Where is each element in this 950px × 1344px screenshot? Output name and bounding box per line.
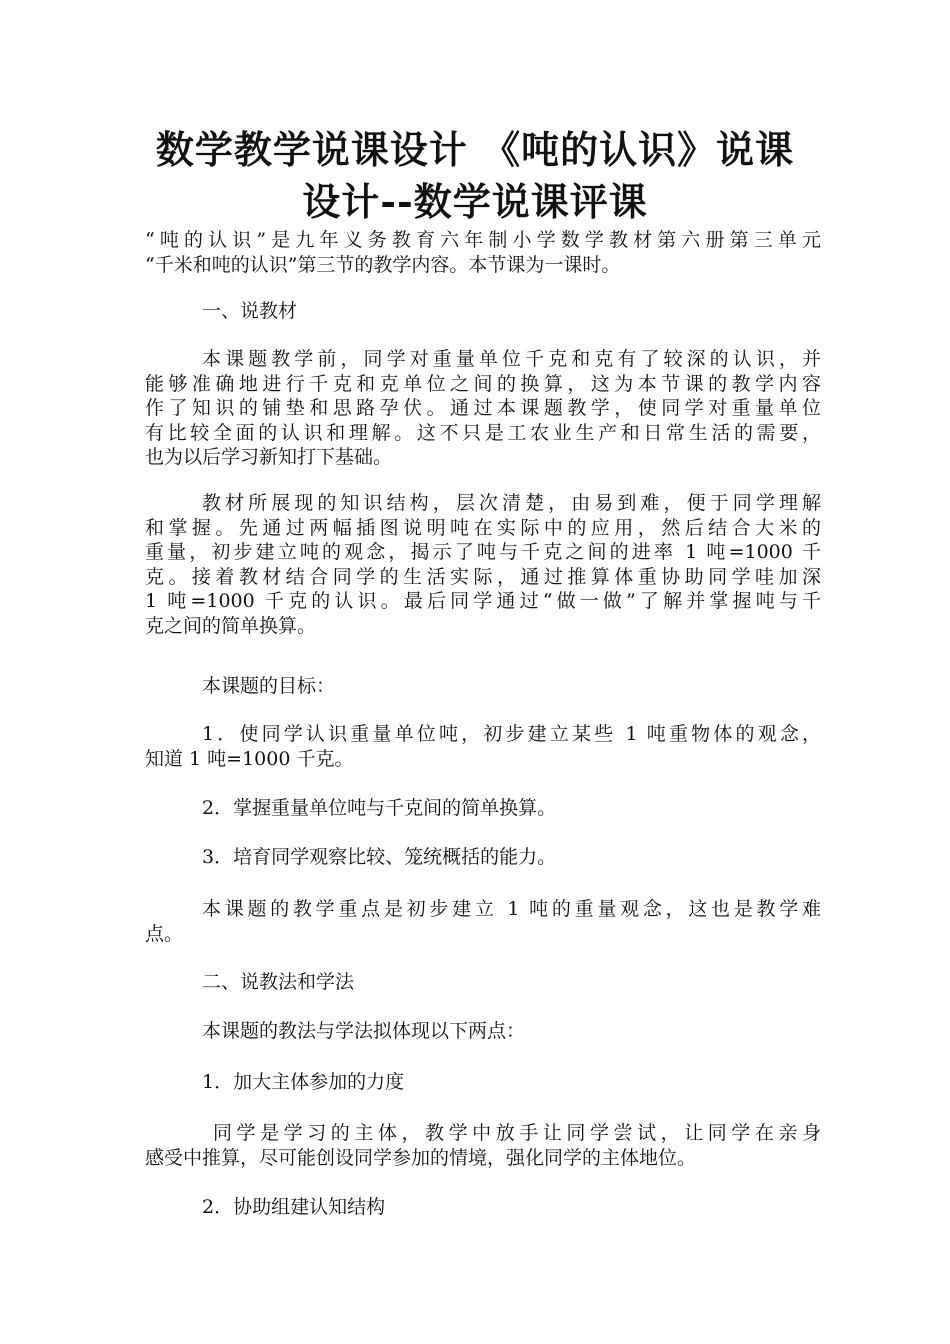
text-line: 和掌握。先通过两幅插图说明吨在实际中的应用，然后结合大米的 xyxy=(145,516,821,539)
title-line-2: 设计--数学说课评课 xyxy=(302,179,648,224)
heading-text: 二、说教法和学法 xyxy=(202,971,355,993)
title-line-1: 数学教学说课设计 《吨的认识》说课 xyxy=(155,127,795,172)
paragraph-6 xyxy=(145,845,821,870)
paragraph-2 xyxy=(145,491,821,638)
text-line: 克。接着教材结合同学的生活实际，通过推算体重协助同学哇加深 xyxy=(145,565,821,588)
paragraph-7 xyxy=(145,897,821,946)
paragraph-9 xyxy=(145,1070,821,1095)
text-line: 1 吨=1000 千克的认识。最后同学通过“做一做”了解并掌握吨与千 xyxy=(145,590,821,612)
text-line: 也为以后学习新知打下基础。 xyxy=(145,446,393,468)
text-line: 教材所展现的知识结构，层次清楚，由易到难，便于同学理解 xyxy=(202,492,821,514)
text-line: 2．掌握重量单位吨与千克间的简单换算。 xyxy=(202,797,557,819)
text-line: 感受中推算，尽可能创设同学参加的情境，强化同学的主体地位。 xyxy=(145,1146,697,1169)
text-line: 克之间的简单换算。 xyxy=(145,614,317,637)
paragraph-1 xyxy=(145,347,821,470)
text-line: 知道 1 吨=1000 千克。 xyxy=(145,747,354,770)
text-line: 本课题的目标： xyxy=(202,675,336,697)
text-line: “千米和吨的认识”第三节的教学内容。本节课为一课时。 xyxy=(145,253,621,276)
text-line: “吨的认识”是九年义务教育六年制小学数学教材第六册第三单元 xyxy=(145,229,821,251)
paragraph-10 xyxy=(145,1121,821,1170)
text-line: 同学是学习的主体，教学中放手让同学尝试，让同学在亲身 xyxy=(213,1122,821,1144)
paragraph-4 xyxy=(145,722,821,771)
text-line: 作了知识的铺垫和思路孕伏。通过本课题教学，使同学对重量单位 xyxy=(145,397,821,419)
paragraph-5 xyxy=(145,796,821,821)
text-line: 点。 xyxy=(145,922,184,945)
paragraph-11 xyxy=(145,1195,821,1220)
paragraph-8 xyxy=(145,1019,821,1044)
text-line: 本课题的教法与学法拟体现以下两点： xyxy=(202,1020,526,1042)
paragraph-3 xyxy=(145,674,821,699)
section-heading-1 xyxy=(145,299,821,324)
heading-text: 一、说教材 xyxy=(202,300,298,322)
text-line: 3．培育同学观察比较、笼统概括的能力。 xyxy=(202,846,557,868)
text-line: 1．加大主体参加的力度 xyxy=(202,1071,405,1093)
text-line: 本课题教学前，同学对重量单位千克和克有了较深的认识，并 xyxy=(202,348,821,370)
intro-paragraph xyxy=(145,228,821,277)
text-line: 重量，初步建立吨的观念，揭示了吨与千克之间的进率 1 吨=1000 千 xyxy=(145,541,821,563)
text-line: 能够准确地进行千克和克单位之间的换算，这为本节课的教学内容 xyxy=(145,372,821,395)
section-heading-2 xyxy=(145,970,821,995)
text-line: 本课题的教学重点是初步建立 1 吨的重量观念，这也是教学难 xyxy=(202,898,821,920)
text-line: 1．使同学认识重量单位吨，初步建立某些 1 吨重物体的观念， xyxy=(202,723,821,745)
text-line: 2．协助组建认知结构 xyxy=(202,1196,386,1218)
document-title xyxy=(150,124,800,228)
text-line: 有比较全面的认识和理解。这不只是工农业生产和日常生活的需要， xyxy=(145,421,821,444)
